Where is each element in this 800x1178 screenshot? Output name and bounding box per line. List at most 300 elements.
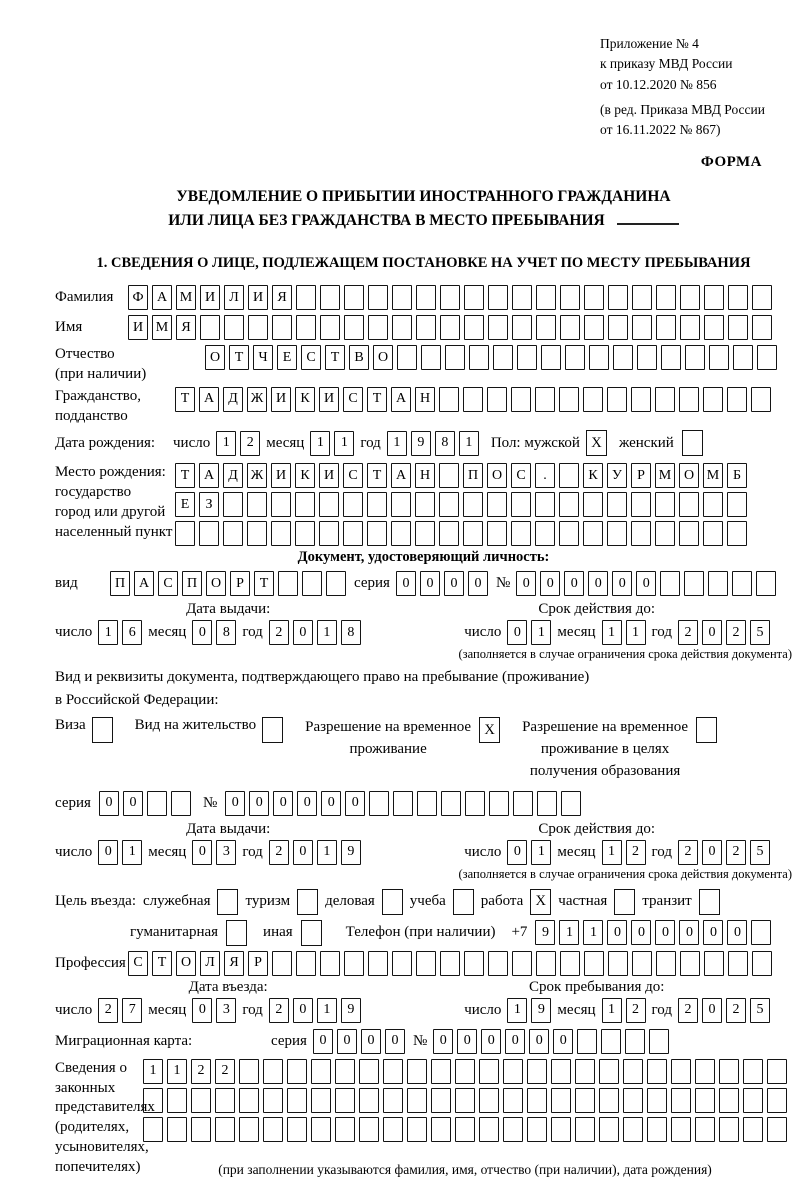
char-cell[interactable]: 0 bbox=[727, 920, 747, 945]
char-cell[interactable] bbox=[488, 315, 508, 340]
char-cell[interactable] bbox=[247, 521, 267, 546]
char-cell[interactable] bbox=[463, 387, 483, 412]
char-cell[interactable] bbox=[559, 521, 579, 546]
char-cell[interactable] bbox=[671, 1059, 691, 1084]
char-cell[interactable] bbox=[344, 315, 364, 340]
char-cell[interactable] bbox=[632, 315, 652, 340]
char-cell[interactable] bbox=[719, 1088, 739, 1113]
char-cell[interactable]: А bbox=[152, 285, 172, 310]
char-cell[interactable] bbox=[487, 492, 507, 517]
char-cell[interactable]: 0 bbox=[313, 1029, 333, 1054]
char-cell[interactable]: 0 bbox=[123, 791, 143, 816]
char-cell[interactable] bbox=[756, 571, 776, 596]
char-cell[interactable] bbox=[575, 1088, 595, 1113]
char-cell[interactable]: А bbox=[199, 387, 219, 412]
char-cell[interactable] bbox=[695, 1059, 715, 1084]
char-cell[interactable]: А bbox=[391, 463, 411, 488]
char-cell[interactable] bbox=[171, 791, 191, 816]
char-cell[interactable]: О bbox=[176, 951, 196, 976]
char-cell[interactable] bbox=[625, 1029, 645, 1054]
temp-residence-checkbox[interactable]: X bbox=[479, 717, 500, 743]
char-cell[interactable]: 1 bbox=[387, 431, 407, 456]
char-cell[interactable]: 2 bbox=[269, 840, 289, 865]
char-cell[interactable]: 3 bbox=[216, 998, 236, 1023]
char-cell[interactable] bbox=[601, 1029, 621, 1054]
char-cell[interactable] bbox=[671, 1117, 691, 1142]
char-cell[interactable] bbox=[383, 1088, 403, 1113]
char-cell[interactable]: . bbox=[535, 463, 555, 488]
char-cell[interactable] bbox=[167, 1088, 187, 1113]
char-cell[interactable] bbox=[679, 521, 699, 546]
char-cell[interactable]: 1 bbox=[507, 998, 527, 1023]
char-cell[interactable] bbox=[223, 492, 243, 517]
char-cell[interactable]: 8 bbox=[435, 431, 455, 456]
char-cell[interactable]: 5 bbox=[750, 620, 770, 645]
char-cell[interactable]: 0 bbox=[702, 840, 722, 865]
char-cell[interactable] bbox=[655, 492, 675, 517]
char-cell[interactable] bbox=[421, 345, 441, 370]
char-cell[interactable] bbox=[511, 387, 531, 412]
char-cell[interactable] bbox=[392, 315, 412, 340]
char-cell[interactable]: С bbox=[343, 463, 363, 488]
char-cell[interactable] bbox=[167, 1117, 187, 1142]
char-cell[interactable]: Я bbox=[272, 285, 292, 310]
char-cell[interactable]: 8 bbox=[216, 620, 236, 645]
char-cell[interactable]: 2 bbox=[726, 998, 746, 1023]
visa-checkbox[interactable] bbox=[92, 717, 113, 743]
purpose-study-checkbox[interactable] bbox=[453, 889, 474, 915]
char-cell[interactable]: 2 bbox=[726, 840, 746, 865]
char-cell[interactable]: С bbox=[158, 571, 178, 596]
char-cell[interactable] bbox=[311, 1088, 331, 1113]
char-cell[interactable] bbox=[655, 521, 675, 546]
char-cell[interactable] bbox=[512, 285, 532, 310]
char-cell[interactable] bbox=[623, 1059, 643, 1084]
char-cell[interactable] bbox=[368, 315, 388, 340]
char-cell[interactable]: 1 bbox=[459, 431, 479, 456]
char-cell[interactable]: Т bbox=[175, 387, 195, 412]
char-cell[interactable]: 9 bbox=[341, 840, 361, 865]
char-cell[interactable] bbox=[320, 951, 340, 976]
char-cell[interactable]: З bbox=[199, 492, 219, 517]
char-cell[interactable] bbox=[311, 1117, 331, 1142]
char-cell[interactable]: С bbox=[343, 387, 363, 412]
char-cell[interactable] bbox=[584, 315, 604, 340]
char-cell[interactable] bbox=[613, 345, 633, 370]
char-cell[interactable]: 1 bbox=[602, 840, 622, 865]
char-cell[interactable] bbox=[527, 1059, 547, 1084]
char-cell[interactable] bbox=[441, 791, 461, 816]
char-cell[interactable] bbox=[311, 1059, 331, 1084]
char-cell[interactable] bbox=[343, 521, 363, 546]
char-cell[interactable] bbox=[397, 345, 417, 370]
char-cell[interactable] bbox=[503, 1117, 523, 1142]
char-cell[interactable]: Н bbox=[415, 387, 435, 412]
char-cell[interactable]: 0 bbox=[553, 1029, 573, 1054]
char-cell[interactable] bbox=[215, 1117, 235, 1142]
char-cell[interactable] bbox=[392, 951, 412, 976]
char-cell[interactable] bbox=[271, 492, 291, 517]
char-cell[interactable] bbox=[191, 1088, 211, 1113]
char-cell[interactable] bbox=[656, 285, 676, 310]
char-cell[interactable] bbox=[631, 521, 651, 546]
char-cell[interactable] bbox=[527, 1088, 547, 1113]
char-cell[interactable] bbox=[263, 1088, 283, 1113]
char-cell[interactable]: О bbox=[206, 571, 226, 596]
char-cell[interactable]: Т bbox=[254, 571, 274, 596]
char-cell[interactable]: Д bbox=[223, 463, 243, 488]
char-cell[interactable]: 2 bbox=[240, 431, 260, 456]
char-cell[interactable] bbox=[368, 285, 388, 310]
char-cell[interactable]: Б bbox=[727, 463, 747, 488]
char-cell[interactable] bbox=[320, 285, 340, 310]
char-cell[interactable] bbox=[743, 1117, 763, 1142]
char-cell[interactable] bbox=[679, 492, 699, 517]
char-cell[interactable] bbox=[319, 492, 339, 517]
char-cell[interactable] bbox=[649, 1029, 669, 1054]
char-cell[interactable] bbox=[175, 521, 195, 546]
char-cell[interactable]: 0 bbox=[505, 1029, 525, 1054]
char-cell[interactable]: И bbox=[271, 387, 291, 412]
char-cell[interactable] bbox=[679, 387, 699, 412]
char-cell[interactable] bbox=[479, 1088, 499, 1113]
char-cell[interactable] bbox=[583, 387, 603, 412]
char-cell[interactable]: П bbox=[182, 571, 202, 596]
char-cell[interactable] bbox=[684, 571, 704, 596]
char-cell[interactable]: 0 bbox=[420, 571, 440, 596]
char-cell[interactable]: 0 bbox=[293, 620, 313, 645]
char-cell[interactable] bbox=[415, 521, 435, 546]
char-cell[interactable] bbox=[589, 345, 609, 370]
temp-residence-edu-checkbox[interactable] bbox=[696, 717, 717, 743]
char-cell[interactable] bbox=[752, 951, 772, 976]
char-cell[interactable] bbox=[369, 791, 389, 816]
char-cell[interactable] bbox=[335, 1088, 355, 1113]
char-cell[interactable]: 2 bbox=[726, 620, 746, 645]
char-cell[interactable] bbox=[417, 791, 437, 816]
char-cell[interactable] bbox=[607, 521, 627, 546]
char-cell[interactable] bbox=[416, 951, 436, 976]
char-cell[interactable] bbox=[703, 492, 723, 517]
char-cell[interactable]: К bbox=[295, 463, 315, 488]
char-cell[interactable]: 0 bbox=[396, 571, 416, 596]
char-cell[interactable] bbox=[743, 1088, 763, 1113]
char-cell[interactable] bbox=[416, 315, 436, 340]
char-cell[interactable] bbox=[575, 1059, 595, 1084]
char-cell[interactable]: 0 bbox=[337, 1029, 357, 1054]
char-cell[interactable]: М bbox=[655, 463, 675, 488]
char-cell[interactable] bbox=[359, 1088, 379, 1113]
char-cell[interactable]: И bbox=[200, 285, 220, 310]
char-cell[interactable] bbox=[728, 951, 748, 976]
char-cell[interactable]: 0 bbox=[507, 620, 527, 645]
char-cell[interactable]: 1 bbox=[122, 840, 142, 865]
char-cell[interactable]: 0 bbox=[655, 920, 675, 945]
char-cell[interactable] bbox=[393, 791, 413, 816]
char-cell[interactable] bbox=[703, 387, 723, 412]
char-cell[interactable]: Т bbox=[229, 345, 249, 370]
char-cell[interactable] bbox=[513, 791, 533, 816]
char-cell[interactable] bbox=[503, 1059, 523, 1084]
char-cell[interactable]: 1 bbox=[602, 998, 622, 1023]
char-cell[interactable] bbox=[440, 951, 460, 976]
char-cell[interactable]: Д bbox=[223, 387, 243, 412]
char-cell[interactable]: 0 bbox=[99, 791, 119, 816]
char-cell[interactable]: Р bbox=[230, 571, 250, 596]
char-cell[interactable] bbox=[464, 315, 484, 340]
char-cell[interactable] bbox=[536, 951, 556, 976]
char-cell[interactable] bbox=[671, 1088, 691, 1113]
char-cell[interactable] bbox=[503, 1088, 523, 1113]
char-cell[interactable]: Л bbox=[224, 285, 244, 310]
purpose-humanitarian-checkbox[interactable] bbox=[226, 920, 247, 946]
char-cell[interactable]: 1 bbox=[626, 620, 646, 645]
char-cell[interactable]: И bbox=[128, 315, 148, 340]
char-cell[interactable]: 0 bbox=[481, 1029, 501, 1054]
char-cell[interactable]: 0 bbox=[192, 998, 212, 1023]
char-cell[interactable]: 0 bbox=[516, 571, 536, 596]
char-cell[interactable]: 0 bbox=[703, 920, 723, 945]
char-cell[interactable] bbox=[728, 315, 748, 340]
char-cell[interactable]: 1 bbox=[317, 840, 337, 865]
char-cell[interactable]: С bbox=[301, 345, 321, 370]
char-cell[interactable] bbox=[559, 492, 579, 517]
char-cell[interactable]: М bbox=[176, 285, 196, 310]
char-cell[interactable] bbox=[287, 1088, 307, 1113]
char-cell[interactable] bbox=[631, 492, 651, 517]
char-cell[interactable] bbox=[560, 285, 580, 310]
char-cell[interactable]: 9 bbox=[411, 431, 431, 456]
char-cell[interactable]: 0 bbox=[361, 1029, 381, 1054]
char-cell[interactable]: П bbox=[110, 571, 130, 596]
char-cell[interactable] bbox=[248, 315, 268, 340]
purpose-other-checkbox[interactable] bbox=[301, 920, 322, 946]
char-cell[interactable] bbox=[199, 521, 219, 546]
char-cell[interactable] bbox=[511, 492, 531, 517]
char-cell[interactable]: 1 bbox=[167, 1059, 187, 1084]
purpose-transit-checkbox[interactable] bbox=[699, 889, 720, 915]
char-cell[interactable] bbox=[704, 315, 724, 340]
char-cell[interactable] bbox=[147, 791, 167, 816]
char-cell[interactable] bbox=[551, 1088, 571, 1113]
char-cell[interactable] bbox=[455, 1117, 475, 1142]
char-cell[interactable] bbox=[143, 1117, 163, 1142]
char-cell[interactable] bbox=[767, 1059, 787, 1084]
char-cell[interactable]: П bbox=[463, 463, 483, 488]
char-cell[interactable]: 9 bbox=[531, 998, 551, 1023]
char-cell[interactable]: 0 bbox=[249, 791, 269, 816]
char-cell[interactable] bbox=[703, 521, 723, 546]
char-cell[interactable] bbox=[247, 492, 267, 517]
char-cell[interactable] bbox=[752, 315, 772, 340]
char-cell[interactable] bbox=[599, 1117, 619, 1142]
char-cell[interactable]: 1 bbox=[334, 431, 354, 456]
char-cell[interactable]: Е bbox=[175, 492, 195, 517]
char-cell[interactable] bbox=[287, 1059, 307, 1084]
char-cell[interactable] bbox=[296, 951, 316, 976]
char-cell[interactable]: 0 bbox=[702, 998, 722, 1023]
char-cell[interactable]: К bbox=[295, 387, 315, 412]
char-cell[interactable]: Р bbox=[248, 951, 268, 976]
char-cell[interactable]: 0 bbox=[225, 791, 245, 816]
char-cell[interactable] bbox=[439, 387, 459, 412]
char-cell[interactable] bbox=[440, 315, 460, 340]
char-cell[interactable]: 0 bbox=[702, 620, 722, 645]
char-cell[interactable]: 2 bbox=[269, 998, 289, 1023]
char-cell[interactable] bbox=[727, 521, 747, 546]
char-cell[interactable] bbox=[263, 1059, 283, 1084]
char-cell[interactable] bbox=[708, 571, 728, 596]
char-cell[interactable] bbox=[479, 1059, 499, 1084]
char-cell[interactable] bbox=[767, 1117, 787, 1142]
char-cell[interactable]: 0 bbox=[529, 1029, 549, 1054]
char-cell[interactable]: О bbox=[679, 463, 699, 488]
char-cell[interactable] bbox=[407, 1088, 427, 1113]
char-cell[interactable]: Н bbox=[415, 463, 435, 488]
char-cell[interactable]: 1 bbox=[310, 431, 330, 456]
char-cell[interactable] bbox=[732, 571, 752, 596]
char-cell[interactable] bbox=[607, 387, 627, 412]
char-cell[interactable] bbox=[239, 1059, 259, 1084]
char-cell[interactable]: 0 bbox=[192, 840, 212, 865]
char-cell[interactable] bbox=[391, 492, 411, 517]
char-cell[interactable]: М bbox=[152, 315, 172, 340]
char-cell[interactable]: М bbox=[703, 463, 723, 488]
char-cell[interactable] bbox=[559, 387, 579, 412]
char-cell[interactable]: И bbox=[319, 463, 339, 488]
char-cell[interactable]: 1 bbox=[602, 620, 622, 645]
char-cell[interactable]: А bbox=[391, 387, 411, 412]
char-cell[interactable]: С bbox=[128, 951, 148, 976]
char-cell[interactable] bbox=[415, 492, 435, 517]
char-cell[interactable]: 9 bbox=[341, 998, 361, 1023]
char-cell[interactable] bbox=[512, 951, 532, 976]
char-cell[interactable] bbox=[320, 315, 340, 340]
char-cell[interactable] bbox=[439, 463, 459, 488]
char-cell[interactable] bbox=[488, 951, 508, 976]
char-cell[interactable] bbox=[383, 1117, 403, 1142]
char-cell[interactable] bbox=[359, 1059, 379, 1084]
char-cell[interactable] bbox=[407, 1059, 427, 1084]
char-cell[interactable] bbox=[656, 951, 676, 976]
char-cell[interactable] bbox=[439, 492, 459, 517]
char-cell[interactable] bbox=[751, 387, 771, 412]
char-cell[interactable] bbox=[335, 1059, 355, 1084]
char-cell[interactable]: 0 bbox=[468, 571, 488, 596]
char-cell[interactable]: 2 bbox=[678, 620, 698, 645]
char-cell[interactable] bbox=[660, 571, 680, 596]
char-cell[interactable]: 0 bbox=[564, 571, 584, 596]
purpose-tourism-checkbox[interactable] bbox=[297, 889, 318, 915]
char-cell[interactable]: 0 bbox=[540, 571, 560, 596]
char-cell[interactable] bbox=[463, 521, 483, 546]
char-cell[interactable]: 2 bbox=[269, 620, 289, 645]
char-cell[interactable]: 2 bbox=[678, 840, 698, 865]
sex-male-checkbox[interactable]: X bbox=[586, 430, 607, 456]
char-cell[interactable] bbox=[455, 1059, 475, 1084]
char-cell[interactable]: У bbox=[607, 463, 627, 488]
char-cell[interactable] bbox=[319, 521, 339, 546]
char-cell[interactable]: 1 bbox=[531, 620, 551, 645]
char-cell[interactable] bbox=[512, 315, 532, 340]
char-cell[interactable]: 0 bbox=[607, 920, 627, 945]
char-cell[interactable] bbox=[751, 920, 771, 945]
char-cell[interactable]: 0 bbox=[297, 791, 317, 816]
char-cell[interactable] bbox=[271, 521, 291, 546]
char-cell[interactable]: Ч bbox=[253, 345, 273, 370]
char-cell[interactable] bbox=[733, 345, 753, 370]
char-cell[interactable]: В bbox=[349, 345, 369, 370]
char-cell[interactable] bbox=[757, 345, 777, 370]
char-cell[interactable]: 1 bbox=[143, 1059, 163, 1084]
char-cell[interactable]: 5 bbox=[750, 998, 770, 1023]
char-cell[interactable] bbox=[680, 285, 700, 310]
char-cell[interactable]: И bbox=[271, 463, 291, 488]
char-cell[interactable] bbox=[464, 951, 484, 976]
char-cell[interactable]: 0 bbox=[273, 791, 293, 816]
char-cell[interactable] bbox=[752, 285, 772, 310]
char-cell[interactable] bbox=[287, 1117, 307, 1142]
char-cell[interactable] bbox=[416, 285, 436, 310]
char-cell[interactable] bbox=[680, 315, 700, 340]
char-cell[interactable]: 0 bbox=[433, 1029, 453, 1054]
purpose-business-checkbox[interactable] bbox=[382, 889, 403, 915]
residence-permit-checkbox[interactable] bbox=[262, 717, 283, 743]
char-cell[interactable] bbox=[517, 345, 537, 370]
char-cell[interactable] bbox=[551, 1117, 571, 1142]
char-cell[interactable] bbox=[608, 285, 628, 310]
char-cell[interactable] bbox=[487, 387, 507, 412]
char-cell[interactable] bbox=[551, 1059, 571, 1084]
char-cell[interactable] bbox=[560, 315, 580, 340]
char-cell[interactable]: И bbox=[248, 285, 268, 310]
char-cell[interactable] bbox=[392, 285, 412, 310]
char-cell[interactable] bbox=[685, 345, 705, 370]
char-cell[interactable] bbox=[599, 1088, 619, 1113]
char-cell[interactable] bbox=[479, 1117, 499, 1142]
char-cell[interactable] bbox=[647, 1117, 667, 1142]
char-cell[interactable] bbox=[143, 1088, 163, 1113]
char-cell[interactable]: 1 bbox=[216, 431, 236, 456]
char-cell[interactable] bbox=[469, 345, 489, 370]
char-cell[interactable] bbox=[367, 521, 387, 546]
sex-female-checkbox[interactable] bbox=[682, 430, 703, 456]
char-cell[interactable]: Т bbox=[175, 463, 195, 488]
char-cell[interactable]: 0 bbox=[385, 1029, 405, 1054]
char-cell[interactable] bbox=[359, 1117, 379, 1142]
char-cell[interactable] bbox=[560, 951, 580, 976]
char-cell[interactable] bbox=[431, 1059, 451, 1084]
char-cell[interactable] bbox=[344, 951, 364, 976]
char-cell[interactable]: 8 bbox=[341, 620, 361, 645]
char-cell[interactable] bbox=[465, 791, 485, 816]
char-cell[interactable] bbox=[296, 285, 316, 310]
char-cell[interactable] bbox=[239, 1088, 259, 1113]
char-cell[interactable] bbox=[656, 315, 676, 340]
char-cell[interactable] bbox=[575, 1117, 595, 1142]
char-cell[interactable] bbox=[272, 315, 292, 340]
char-cell[interactable] bbox=[535, 492, 555, 517]
char-cell[interactable] bbox=[440, 285, 460, 310]
char-cell[interactable] bbox=[561, 791, 581, 816]
char-cell[interactable] bbox=[767, 1088, 787, 1113]
char-cell[interactable]: 1 bbox=[317, 620, 337, 645]
char-cell[interactable]: 6 bbox=[122, 620, 142, 645]
char-cell[interactable] bbox=[215, 1088, 235, 1113]
char-cell[interactable] bbox=[326, 571, 346, 596]
char-cell[interactable]: Т bbox=[152, 951, 172, 976]
char-cell[interactable] bbox=[431, 1088, 451, 1113]
